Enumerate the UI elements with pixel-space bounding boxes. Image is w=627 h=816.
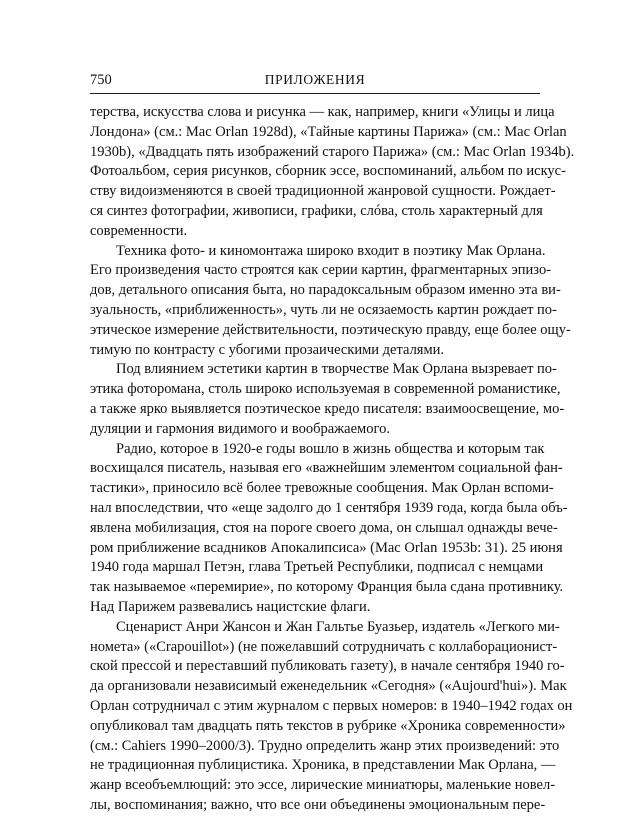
text-line: а также ярко выявляется поэтическое кредо писателя: взаимоосвещение, мо- — [90, 400, 565, 417]
text-line: восхищался писатель, называя его «важнейшим элементом социальной фан- — [90, 460, 563, 477]
text-line: 1930b), «Двадцать пять изображений старого Парижа» (см.: Mac Orlan 1934b). — [90, 143, 575, 160]
page-number: 750 — [90, 72, 112, 88]
text-line: зуальность, «приближенность», чуть ли не осязаемость картин рождает по- — [90, 301, 557, 318]
text-line: ской прессой и переставший публиковать газету), в начале сентября 1940 го- — [90, 658, 565, 675]
text-line: опубликовал там двадцать пять текстов в рубрике «Хроника современности» — [90, 717, 566, 734]
text-line: этика фоторомана, столь широко используемая в современной романистике, — [90, 381, 561, 398]
paragraph — [90, 242, 571, 361]
text-line: Техника фото- и киномонтажа широко входит в поэтику Мак Орлана. — [116, 242, 546, 259]
text-line: нал впоследствии, что «еще задолго до 1 сентября 1939 года, когда была объ- — [90, 499, 568, 516]
text-line: дуляции и гармония видимого и воображаемого. — [90, 420, 390, 437]
body-text — [90, 103, 575, 816]
text-line: Фотоальбом, серия рисунков, сборник эссе, воспоминаний, альбом по искус- — [90, 163, 566, 180]
text-line: современности. — [90, 222, 188, 239]
text-line: тастики», приносило всё более тревожные сообщения. Мак Орлан вспоми- — [90, 480, 554, 497]
paragraph — [90, 103, 575, 242]
page-header — [90, 72, 540, 90]
text-line: явлена мобилизация, стоя на пороге своего дома, он слышал однажды вече- — [90, 519, 558, 536]
text-line: 1940 года маршал Петэн, глава Третьей Республики, подписал с немцами — [90, 559, 544, 576]
text-line: так называемое «перемирие», по которому Франция была сдана противнику. — [90, 579, 564, 596]
text-line: лы, воспоминания; важно, что все они объединены эмоциональным пере- — [90, 796, 546, 813]
text-line: этическое измерение действительности, поэтическую правду, еще более ощу- — [90, 321, 571, 338]
text-line: Радио, которое в 1920-е годы вошло в жизнь общества и которым так — [116, 440, 545, 457]
text-line: тимую по контрасту с убогими прозаическими деталями. — [90, 341, 445, 358]
text-line: терства, искусства слова и рисунка — как, например, книги «Улицы и лица — [90, 104, 555, 120]
paragraph — [90, 360, 565, 439]
text-line: Орлан сотрудничал с этим журналом с первых номеров: в 1940–1942 годах он — [90, 697, 573, 714]
paragraph — [90, 440, 568, 618]
running-head: ПРИЛОЖЕНИЯ — [264, 72, 366, 87]
text-line: номета» («Crapouillot») (не пожелавший сотрудничать с коллаборационист- — [90, 638, 558, 655]
text-line: Лондона» (см.: Mac Orlan 1928d), «Тайные картины Парижа» (см.: Mac Orlan — [90, 123, 567, 140]
text-line: ству видоизменяются в своей традиционной жанровой сущности. Рождает- — [90, 183, 556, 200]
text-line: не традиционная публицистика. Хроника, в представлении Мак Орлана, — — [90, 757, 556, 774]
text-line: ром приближение всадников Апокалипсиса» (Mac Orlan 1953b: 31). 25 июня — [90, 539, 563, 556]
text-line: Его произведения часто строятся как серии картин, фрагментарных эпизо- — [90, 262, 552, 279]
text-line: да организовали независимый еженедельник «Сегодня» («Aujourd'hui»). Мак — [90, 678, 567, 695]
text-line: (см.: Cahiers 1990–2000/3). Трудно определить жанр этих произведений: это — [90, 737, 560, 754]
paragraph — [90, 618, 573, 816]
text-line: Под влиянием эстетики картин в творчестве Мак Орлана вызревает по- — [116, 361, 557, 378]
text-line: дов, детального описания быта, но парадоксальным образом именно эта ви- — [90, 282, 561, 299]
text-line: Сценарист Анри Жансон и Жан Гальтье Буазьер, издатель «Легкого ми- — [116, 618, 560, 635]
text-line: Над Парижем развевались нацистские флаги. — [90, 598, 371, 615]
text-line: ся синтез фотографии, живописи, графики, слóва, столь характерный для — [90, 202, 543, 219]
header-rule — [90, 93, 540, 94]
text-line: жанр всеобъемлющий: это эссе, лирические миниатюры, маленькие новел- — [90, 777, 556, 794]
